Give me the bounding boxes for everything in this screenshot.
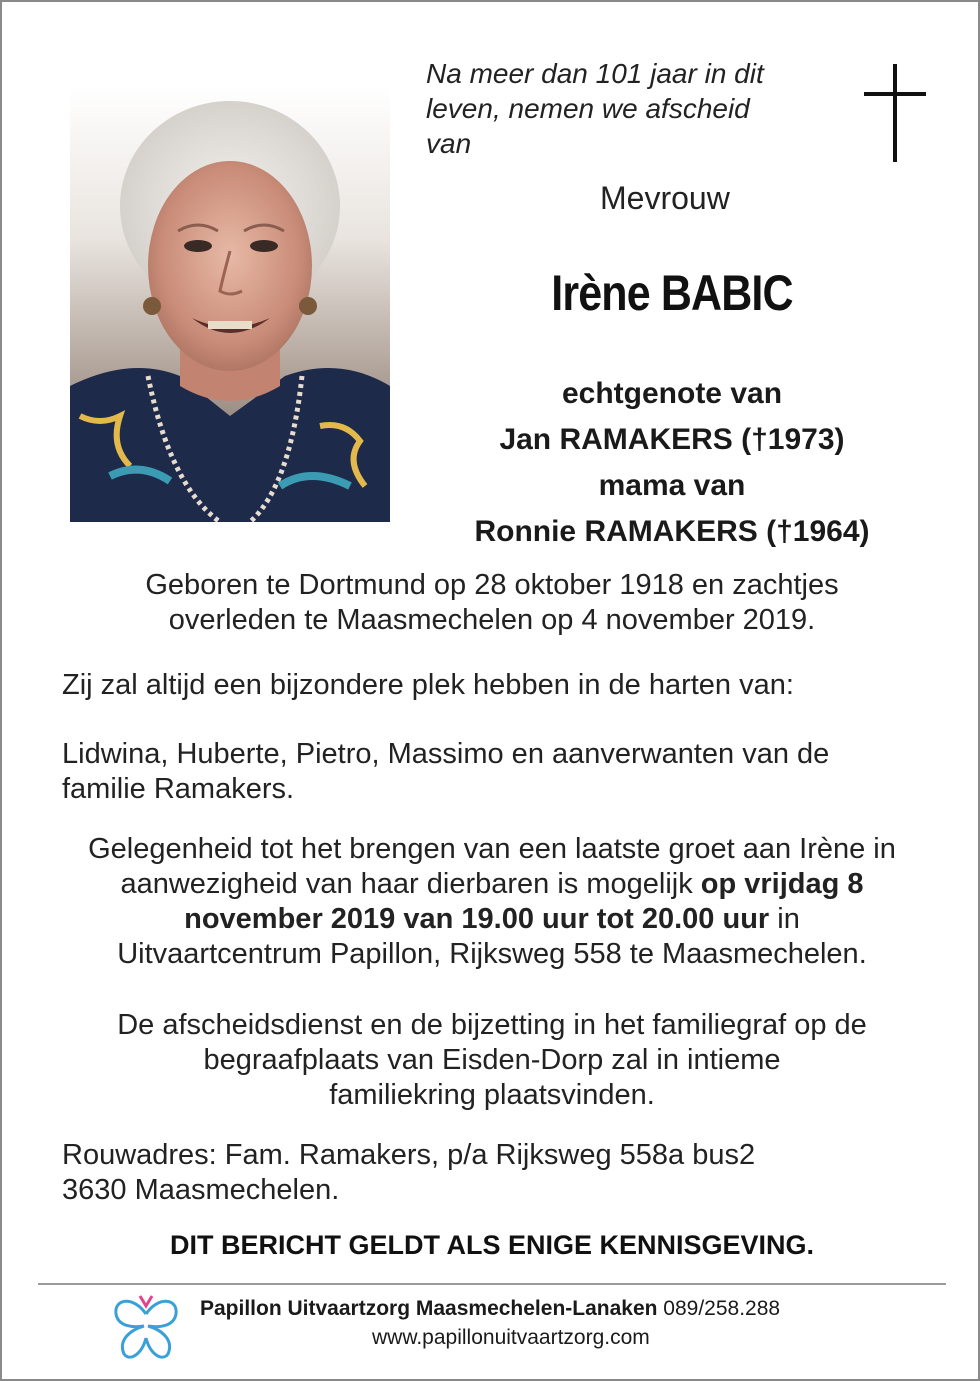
text-line (46, 867, 938, 902)
birth-death-paragraph (46, 568, 938, 638)
text-line (46, 902, 938, 937)
relations-block (392, 371, 952, 555)
phone-number: 089/258.288 (657, 1297, 781, 1320)
text-plain: aanwezigheid van haar dierbaren is mogelijk (120, 868, 701, 900)
portrait-photo (70, 86, 390, 522)
text-plain: in (769, 903, 800, 935)
relation-line: Jan RAMAKERS (†1973) (499, 423, 845, 456)
relation-line: Ronnie RAMAKERS (†1964) (474, 515, 870, 548)
website-link[interactable]: www.papillonuitvaartzorg.com (372, 1326, 650, 1349)
honorific: Mevrouw (600, 180, 730, 216)
footer-company-line (200, 1297, 780, 1321)
intro-line: Na meer dan 101 jaar in dit (426, 58, 764, 89)
address-paragraph (62, 1138, 942, 1208)
deceased-name: Irène BABIC (551, 265, 793, 321)
visitation-paragraph (46, 832, 938, 972)
relation-line: mama van (598, 469, 746, 502)
company-name: Papillon Uitvaartzorg Maasmechelen-Lanaken (200, 1297, 658, 1320)
text-line: Zij zal altijd een bijzondere plek hebben in de harten van: (62, 669, 794, 701)
cross-icon (864, 64, 926, 162)
butterfly-logo-icon (110, 1292, 182, 1364)
footer-divider (38, 1283, 946, 1285)
visitation-date: op vrijdag 8 (700, 868, 864, 900)
relation-line: echtgenote van (561, 377, 783, 410)
service-paragraph (46, 1008, 938, 1113)
text-line: overleden te Maasmechelen op 4 november 2019. (168, 604, 816, 636)
text-line: Geboren te Dortmund op 28 oktober 1918 en zachtjes (145, 569, 839, 601)
text-line: Lidwina, Huberte, Pietro, Massimo en aanverwanten van de (62, 738, 830, 770)
intro-line: leven, nemen we afscheid (426, 93, 750, 124)
visitation-time: november 2019 van 19.00 uur tot 20.00 uur (184, 903, 770, 935)
intro-text (426, 56, 826, 161)
text-line: 3630 Maasmechelen. (62, 1174, 340, 1206)
hearts-intro (62, 668, 942, 703)
text-line: Gelegenheid tot het brengen van een laatste groet aan Irène in (88, 833, 896, 865)
family-paragraph (62, 737, 942, 807)
notice-banner: DIT BERICHT GELDT ALS ENIGE KENNISGEVING. (169, 1230, 815, 1260)
text-line: Uitvaartcentrum Papillon, Rijksweg 558 te Maasmechelen. (117, 938, 867, 970)
intro-line: van (426, 128, 472, 159)
text-line: Rouwadres: Fam. Ramakers, p/a Rijksweg 558a bus2 (62, 1139, 756, 1171)
text-line: familie Ramakers. (62, 773, 295, 805)
text-line: familiekring plaatsvinden. (329, 1079, 655, 1111)
text-line: begraafplaats van Eisden-Dorp zal in intieme (203, 1044, 781, 1076)
text-line: De afscheidsdienst en de bijzetting in het familiegraf op de (117, 1009, 867, 1041)
